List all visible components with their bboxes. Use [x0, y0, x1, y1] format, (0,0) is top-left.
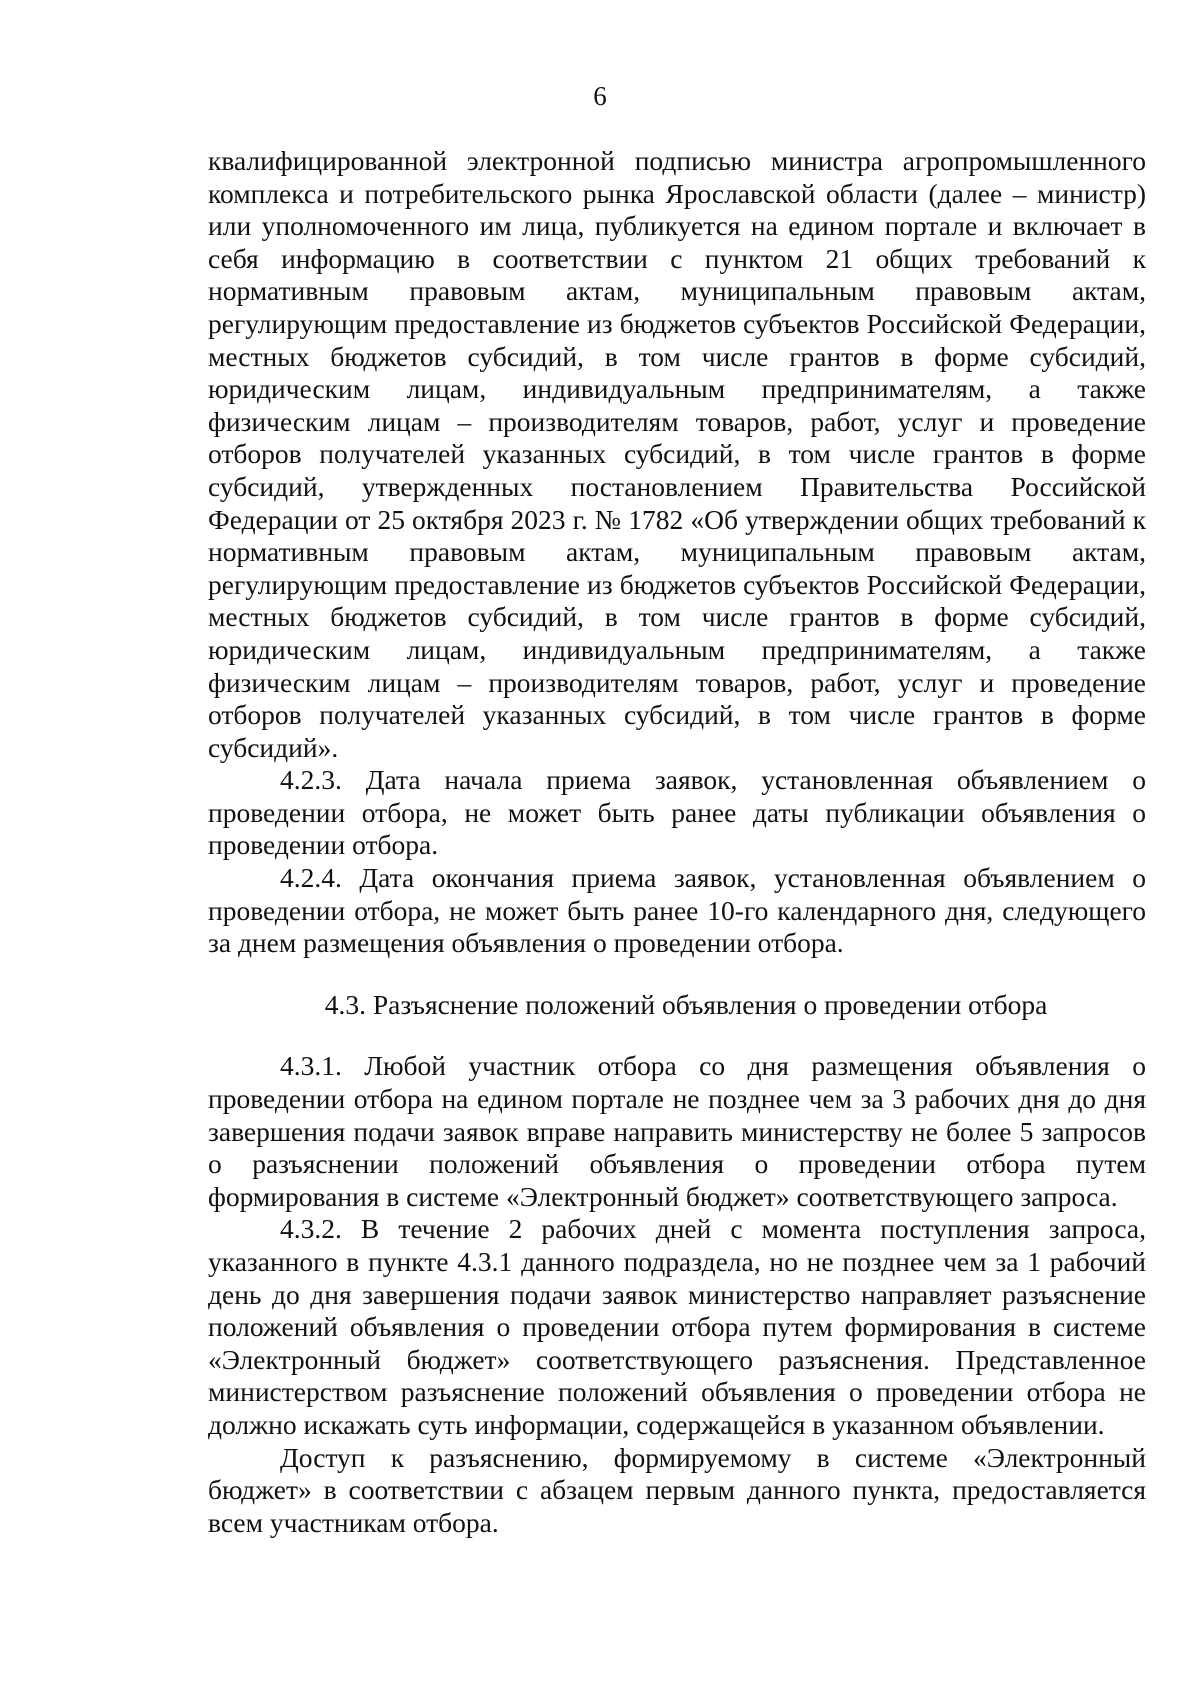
paragraph-4-2-4: 4.2.4. Дата окончания приема заявок, установленная объявлением о проведении отбора, не может быть ранее 10-го календарного дня, следующего за днем размещения объявления о проведении отбора. — [208, 862, 1146, 959]
paragraph-continuation: квалифицированной электронной подписью министра агропромышленного комплекса и потребительского рынка Ярославской области (далее – министр) или уполномоченного им лица, публикуется на едином портале и включает в себя информацию в соответствии с пунктом 21 общих требований к нормативным правовым актам, муниципальным правовым актам, регулирующим предоставление из бюджетов субъектов Российской Федерации, местных бюджетов субсидий, в том числе грантов в форме субсидий, юридическим лицам, индивидуальным предпринимателям, а также физическим лицам – производителям товаров, работ, услуг и проведение отборов получателей указанных субсидий, в том числе грантов в форме субсидий, утвержденных постановлением Правительства Российской Федерации от 25 октября 2023 г. № 1782 «Об утверждении общих требований к нормативным правовым актам, муниципальным правовым актам, регулирующим предоставление из бюджетов субъектов Российской Федерации, местных бюджетов субсидий, в том числе грантов в форме субсидий, юридическим лицам, индивидуальным предпринимателям, а также физическим лицам – производителям товаров, работ, услуг и проведение отборов получателей указанных субсидий, в том числе грантов в форме субсидий». — [208, 145, 1146, 763]
paragraph-4-2-3: 4.2.3. Дата начала приема заявок, установленная объявлением о проведении отбора, не может быть ранее даты публикации объявления о проведении отбора. — [208, 764, 1146, 861]
page-number: 6 — [593, 81, 607, 111]
paragraph-4-3-1: 4.3.1. Любой участник отбора со дня размещения объявления о проведении отбора на едином портале не позднее чем за 3 рабочих дня до дня завершения подачи заявок вправе направить министерству не более 5 запросов о разъяснении положений объявления о проведении отбора путем формирования в системе «Электронный бюджет» соответствующего запроса. — [208, 1050, 1146, 1212]
section-heading-4-3: 4.3. Разъяснение положений объявления о проведении отбора — [324, 988, 1048, 1020]
paragraph-access: Доступ к разъяснению, формируемому в системе «Электронный бюджет» в соответствии с абзацем первым данного пункта, предоставляется всем участникам отбора. — [208, 1441, 1146, 1538]
paragraph-4-3-2: 4.3.2. В течение 2 рабочих дней с момента поступления запроса, указанного в пункте 4.3.1 данного подраздела, но не позднее чем за 1 рабочий день до дня завершения подачи заявок министерство направляет разъяснение положений объявления о проведении отбора путем формирования в системе «Электронный бюджет» соответствующего разъяснения. Представленное министерством разъяснение положений объявления о проведении отбора не должно искажать суть информации, содержащейся в указанном объявлении. — [208, 1213, 1146, 1440]
document-body — [208, 145, 1146, 1539]
